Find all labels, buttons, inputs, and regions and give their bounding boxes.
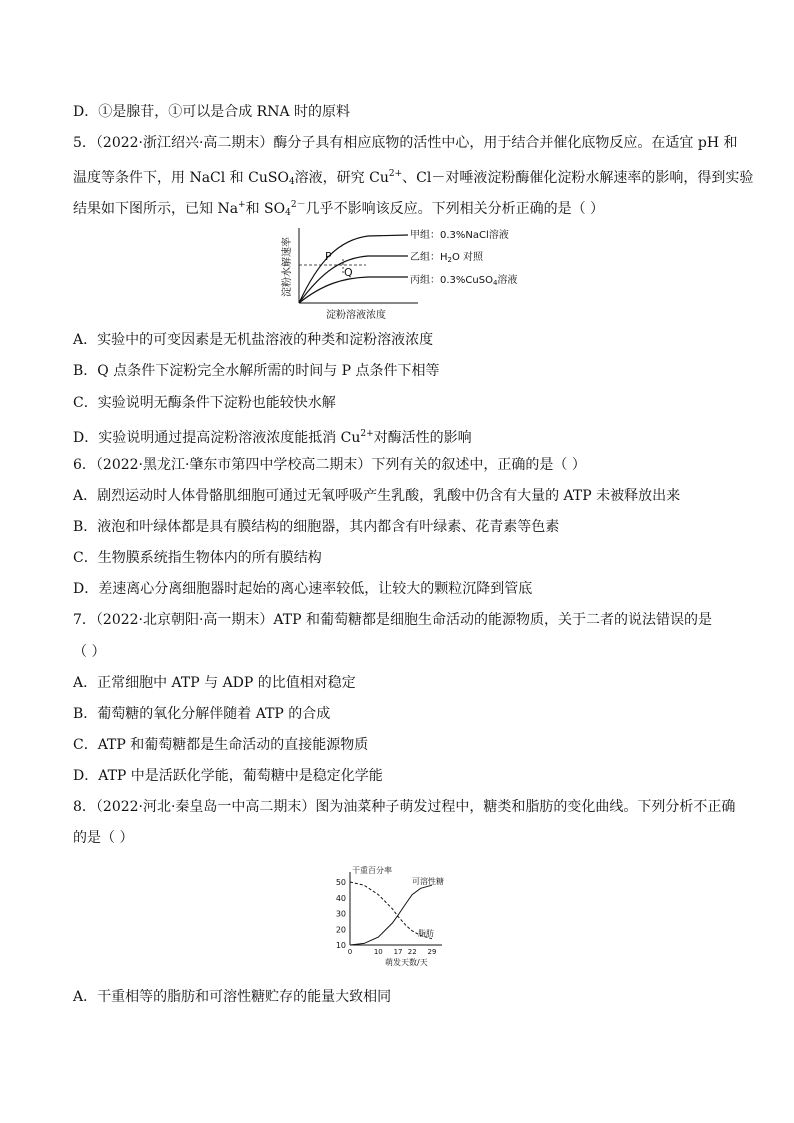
label-p: P [325, 250, 332, 263]
q6-option-b: B．液泡和叶绿体都是具有膜结构的细胞器，其内都含有叶绿素、花青素等色素 [73, 519, 560, 535]
q5-stem-line3: 结果如下图所示，已知 Na+和 $SO_4^{2-}$几乎不影响该反应。下列相关分析正确的是（ ） [73, 200, 605, 218]
legend-yi: 乙组：$H_2O$ 对照 [410, 252, 484, 264]
q8-stem: 8．（2022·河北·秦皇岛一中高二期末）图为油菜种子萌发过程中，糖类和脂肪的变化曲线。下列分析不正确 [73, 799, 736, 815]
seed-y-tick-label: 20 [335, 925, 346, 935]
legend-jia: 甲组：0.3%NaCl溶液 [410, 230, 509, 241]
q5-option-b: B．Q 点条件下淀粉完全水解所需的时间与 P 点条件下相等 [73, 363, 440, 379]
x-axis-label: 淀粉溶液浓度 [326, 310, 386, 320]
series-yi-curve [299, 256, 408, 303]
seed-y-axis-label: 干重百分率 [352, 866, 392, 875]
seed-y-tick-label: 10 [335, 941, 346, 950]
q5-option-d: D．实验说明通过提高淀粉溶液浓度能抵消 $Cu^{2+}$对酶活性的影响 [73, 429, 472, 446]
q6-option-d: D．差速离心分离细胞器时起始的离心速率较低，让较大的颗粒沉降到管底 [73, 581, 533, 597]
q7-option-a: A．正常细胞中 ATP 与 ADP 的比值相对稳定 [73, 675, 356, 691]
seed-x-tick-label: 0 [347, 948, 353, 956]
seed-x-tick-label: 10 [373, 948, 383, 956]
seed-y-tick-label: 40 [335, 893, 346, 903]
seed-x-tick-label: 29 [427, 948, 437, 956]
q5-option-a: A．实验中的可变因素是无机盐溶液的种类和淀粉溶液浓度 [73, 332, 434, 348]
q7-stem: 7．（2022·北京朝阳·高一期末）ATP 和葡萄糖都是细胞生命活动的能源物质，关于二者的说法错误的是 [73, 612, 712, 628]
q7-option-b: B．葡萄糖的氧化分解伴随着 ATP 的合成 [73, 706, 331, 722]
q6-option-c: C．生物膜系统指生物体内的所有膜结构 [73, 550, 322, 566]
series-bing-curve [299, 277, 408, 303]
seed-y-tick-label: 50 [335, 878, 346, 887]
seed-fat-label: 脂肪 [418, 929, 434, 938]
legend-bing: 丙组：0.3%CuSO$_4$溶液 [410, 275, 518, 287]
y-axis-label: 淀粉水解速率 [282, 237, 293, 297]
seed-sugar-label: 可溶性糖 [412, 877, 444, 886]
q7-option-c: C．ATP 和葡萄糖都是生命活动的直接能源物质 [73, 737, 369, 753]
label-q: Q [344, 266, 353, 279]
seed-x-axis-label: 萌发天数/天 [385, 958, 428, 967]
q6-option-a: A．剧烈运动时人体骨骼肌细胞可通过无氧呼吸产生乳酸，乳酸中仍含有大量的 ATP 未被释放出来 [73, 488, 681, 504]
q4-option-d: D．①是腺苷，①可以是合成 RNA 时的原料 [73, 104, 351, 120]
q5-stem-line1: 5．（2022·浙江绍兴·高二期末）酶分子具有相应底物的活性中心，用于结合并催化底物反应。在适宜 pH 和 [73, 135, 738, 151]
q7-stem-bracket: （ ） [73, 644, 106, 660]
q8-stem-line2: 的是（ ） [73, 830, 134, 846]
q7-option-d: D．ATP 中是活跃化学能，葡萄糖中是稳定化学能 [73, 768, 383, 784]
seed-germination-chart [330, 864, 470, 972]
q6-stem: 6．（2022·黑龙江·肇东市第四中学校高二期末）下列有关的叙述中，正确的是（ ） [73, 457, 586, 473]
q5-option-c: C．实验说明无酶条件下淀粉也能较快水解 [73, 395, 336, 411]
seed-x-tick-label: 17 [393, 948, 403, 956]
enzyme-rate-chart [278, 222, 528, 320]
series-jia-curve [299, 235, 408, 303]
q5-stem-line2: 温度等条件下，用 NaCl 和 CuSO$_4$溶液，研究 $Cu^{2+}$、Cl－对唾液淀粉酶催化淀粉水解速率的影响，得到实验 [73, 169, 754, 187]
q8-option-a: A．干重相等的脂肪和可溶性糖贮存的能量大致相同 [73, 989, 392, 1005]
seed-y-tick-label: 30 [335, 909, 346, 919]
seed-x-tick-label: 22 [407, 948, 417, 956]
